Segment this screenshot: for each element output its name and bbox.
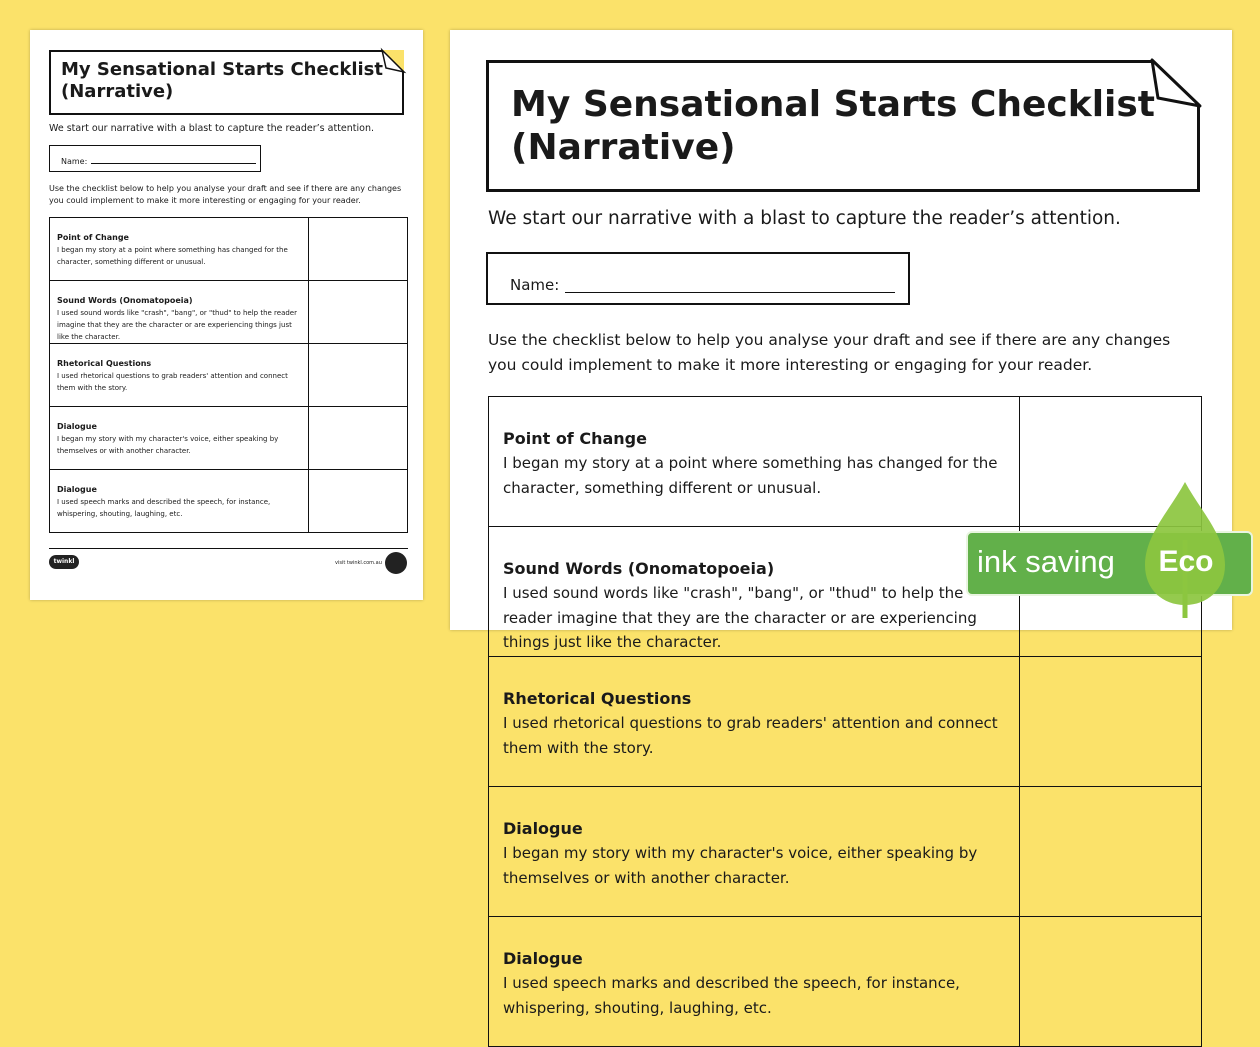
- worksheet-subtitle: (Narrative): [61, 81, 174, 102]
- checklist-item-text: [489, 787, 1020, 917]
- checklist-item-description: I used speech marks and described the speech, for instance, whispering, shouting, laughing, etc.: [503, 974, 960, 1017]
- checklist-item-text: [489, 527, 1020, 657]
- eco-badge-text: ink saving: [977, 544, 1115, 579]
- checklist-item-text: [50, 407, 309, 470]
- worksheet-title: My Sensational Starts Checklist: [61, 59, 384, 80]
- checklist-item-heading: Sound Words (Onomatopoeia): [57, 296, 193, 305]
- checklist-tick-box[interactable]: [1020, 787, 1202, 917]
- name-line: [91, 163, 256, 164]
- checklist-item-description: I used rhetorical questions to grab readers' attention and connect them with the story.: [503, 714, 998, 757]
- checklist-item-heading: Dialogue: [57, 485, 97, 494]
- twinkl-logo: twinkl: [49, 555, 79, 569]
- checklist-row: [50, 281, 408, 344]
- checklist-row: [489, 397, 1202, 527]
- checklist-item-text: [50, 218, 309, 281]
- footer-divider: [49, 548, 408, 549]
- name-field[interactable]: [49, 145, 261, 172]
- checklist-tick-box[interactable]: [309, 281, 408, 344]
- worksheet-intro: We start our narrative with a blast to capture the reader’s attention.: [488, 208, 1121, 229]
- worksheet-title: My Sensational Starts Checklist: [511, 84, 1156, 125]
- checklist-item-description: I used rhetorical questions to grab readers' attention and connect them with the story.: [57, 372, 288, 392]
- checklist-row: [489, 787, 1202, 917]
- worksheet-title-box: [49, 50, 404, 115]
- checklist-item-text: [489, 657, 1020, 787]
- checklist-item-heading: Point of Change: [57, 233, 129, 242]
- page-fold-icon: [1152, 60, 1200, 106]
- checklist-item-text: [50, 344, 309, 407]
- checklist-row: [50, 470, 408, 533]
- checklist-row: [489, 657, 1202, 787]
- checklist-item-description: I used sound words like "crash", "bang", or "thud" to help the reader imagine that they are the character or are experiencing things just like the character.: [57, 309, 297, 341]
- worksheet-subtitle: (Narrative): [511, 127, 736, 168]
- name-label: Name:: [510, 276, 560, 294]
- checklist-tick-box[interactable]: [1020, 657, 1202, 787]
- checklist-item-description: I began my story at a point where something has changed for the character, something different or unusual.: [503, 454, 998, 497]
- checklist-tick-box[interactable]: [309, 470, 408, 533]
- checklist-table: [49, 217, 408, 533]
- checklist-row: [489, 917, 1202, 1047]
- checklist-item-description: I used speech marks and described the speech, for instance, whispering, shouting, laughing, etc.: [57, 498, 271, 518]
- checklist-tick-box[interactable]: [309, 407, 408, 470]
- checklist-item-text: [50, 470, 309, 533]
- checklist-tick-box[interactable]: [309, 344, 408, 407]
- checklist-row: [50, 407, 408, 470]
- checklist-item-heading: Sound Words (Onomatopoeia): [503, 559, 775, 578]
- checklist-item-heading: Dialogue: [503, 819, 583, 838]
- checklist-item-description: I began my story with my character's voice, either speaking by themselves or with another character.: [57, 435, 279, 455]
- worksheet-title-box: [486, 60, 1200, 192]
- checklist-tick-box[interactable]: [309, 218, 408, 281]
- checklist-table: [488, 396, 1202, 1047]
- checklist-item-text: [50, 281, 309, 344]
- worksheet-instructions: Use the checklist below to help you analyse your draft and see if there are any changes you could implement to make it more interesting or engaging for your reader.: [49, 184, 402, 205]
- worksheet-instructions: Use the checklist below to help you analyse your draft and see if there are any changes you could implement to make it more interesting or engaging for your reader.: [488, 331, 1171, 374]
- footer-badge-icon: [385, 552, 407, 574]
- checklist-row: [50, 218, 408, 281]
- checklist-item-description: I began my story with my character's voice, either speaking by themselves or with another character.: [503, 844, 978, 887]
- eco-label: Eco: [1158, 545, 1214, 578]
- name-field[interactable]: [486, 252, 910, 305]
- checklist-item-heading: Rhetorical Questions: [57, 359, 152, 368]
- name-line: [565, 292, 895, 293]
- checklist-row: [50, 344, 408, 407]
- name-label: Name:: [61, 157, 88, 166]
- worksheet-preview-small: [30, 30, 423, 600]
- checklist-item-heading: Point of Change: [503, 429, 647, 448]
- page-fold-icon: [382, 50, 404, 72]
- checklist-item-heading: Dialogue: [503, 949, 583, 968]
- checklist-item-heading: Rhetorical Questions: [503, 689, 692, 708]
- checklist-item-heading: Dialogue: [57, 422, 97, 431]
- checklist-item-text: [489, 397, 1020, 527]
- checklist-item-text: [489, 917, 1020, 1047]
- checklist-item-description: I used sound words like "crash", "bang", or "thud" to help the reader imagine that they are the character or are experiencing things just like the character.: [503, 584, 977, 651]
- footer-url: visit twinkl.com.au: [335, 560, 382, 566]
- worksheet-intro: We start our narrative with a blast to capture the reader’s attention.: [49, 123, 375, 134]
- checklist-tick-box[interactable]: [1020, 917, 1202, 1047]
- checklist-item-description: I began my story at a point where something has changed for the character, something different or unusual.: [57, 246, 288, 266]
